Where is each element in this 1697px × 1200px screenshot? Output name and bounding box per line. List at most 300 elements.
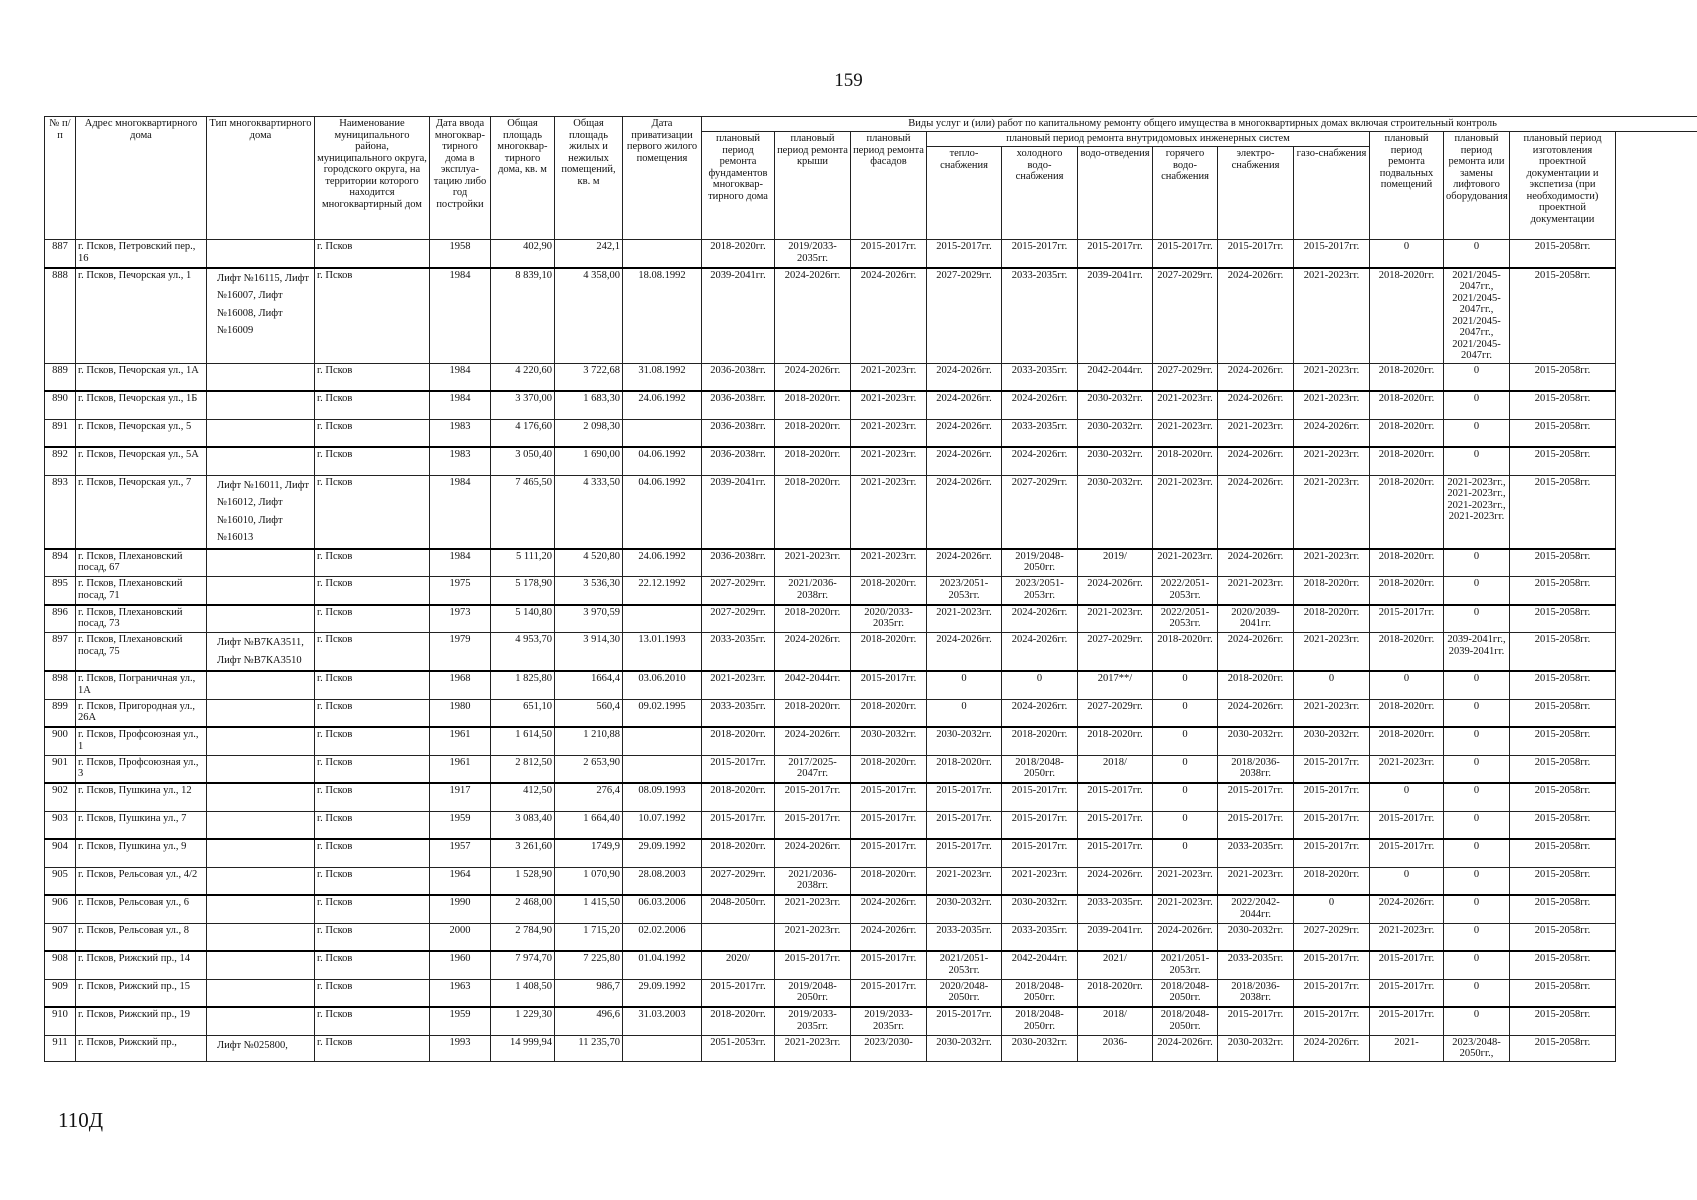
facade-period: 2018-2020гг. — [851, 755, 927, 783]
living-area: 1 210,88 — [555, 727, 623, 755]
hot-water-period: 2018/2048-2050гг. — [1153, 979, 1218, 1007]
table-row — [45, 1007, 1697, 1035]
address: г. Псков, Печорская ул., 1 — [76, 268, 207, 364]
gas-period: 2018-2020гг. — [1294, 867, 1370, 895]
house-type — [207, 363, 315, 391]
elevator-period: 0 — [1444, 447, 1510, 475]
living-area: 560,4 — [555, 699, 623, 727]
facade-period: 2020/2033-2035гг. — [851, 605, 927, 633]
gas-period: 2021-2023гг. — [1294, 549, 1370, 577]
privatization-date: 29.09.1992 — [623, 839, 702, 867]
cold-water-period: 2033-2035гг. — [1002, 419, 1078, 447]
row-number: 904 — [45, 839, 76, 867]
design-period: 2015-2058гг. — [1510, 240, 1616, 268]
facade-period: 2015-2017гг. — [851, 783, 927, 811]
total-area: 2 468,00 — [491, 895, 555, 923]
heating-period: 2021-2023гг. — [927, 867, 1002, 895]
privatization-date: 06.03.2006 — [623, 895, 702, 923]
municipality: г. Псков — [315, 699, 430, 727]
basement-period: 2015-2017гг. — [1370, 951, 1444, 979]
address: г. Псков, Печорская ул., 5А — [76, 447, 207, 475]
basement-period: 2015-2017гг. — [1370, 811, 1444, 839]
foundation-period: 2020/ — [702, 951, 775, 979]
house-type — [207, 867, 315, 895]
header-municipality: Наименование муниципального района, муниципального округа, городского округа, на территории которого находится многоквартирный дом — [315, 117, 430, 240]
address: г. Псков, Пушкина ул., 9 — [76, 839, 207, 867]
living-area: 1 690,00 — [555, 447, 623, 475]
total-area: 1 614,50 — [491, 727, 555, 755]
house-type — [207, 419, 315, 447]
sewer-period: 2036- — [1078, 1035, 1153, 1061]
header-systems-group: плановый период ремонта внутридомовых инженерных систем — [927, 132, 1370, 147]
privatization-date: 28.08.2003 — [623, 867, 702, 895]
total-area: 1 528,90 — [491, 867, 555, 895]
sewer-period: 2019/ — [1078, 549, 1153, 577]
foundation-period: 2039-2041гг. — [702, 475, 775, 549]
gas-period: 2015-2017гг. — [1294, 951, 1370, 979]
hot-water-period: 2018-2020гг. — [1153, 447, 1218, 475]
privatization-date: 24.06.1992 — [623, 549, 702, 577]
table-row — [45, 839, 1697, 867]
sewer-period: 2015-2017гг. — [1078, 811, 1153, 839]
cold-water-period: 2033-2035гг. — [1002, 363, 1078, 391]
design-period: 2015-2058гг. — [1510, 727, 1616, 755]
roof-period: 2042-2044гг. — [775, 671, 851, 699]
living-area: 7 225,80 — [555, 951, 623, 979]
hot-water-period: 2024-2026гг. — [1153, 923, 1218, 951]
row-number: 889 — [45, 363, 76, 391]
design-period: 2015-2058гг. — [1510, 783, 1616, 811]
municipality: г. Псков — [315, 755, 430, 783]
privatization-date: 18.08.1992 — [623, 268, 702, 364]
basement-period: 2015-2017гг. — [1370, 605, 1444, 633]
heating-period: 0 — [927, 699, 1002, 727]
sewer-period: 2015-2017гг. — [1078, 240, 1153, 268]
municipality: г. Псков — [315, 240, 430, 268]
commission-year: 1960 — [430, 951, 491, 979]
basement-period: 2015-2017гг. — [1370, 1007, 1444, 1035]
total-area: 4 176,60 — [491, 419, 555, 447]
municipality: г. Псков — [315, 268, 430, 364]
electric-period: 2030-2032гг. — [1218, 727, 1294, 755]
house-type: Лифт №16011, Лифт №16012, Лифт №16010, Лифт №16013 — [207, 475, 315, 549]
elevator-period: 0 — [1444, 811, 1510, 839]
cold-water-period: 2015-2017гг. — [1002, 811, 1078, 839]
table-row — [45, 783, 1697, 811]
design-period: 2015-2058гг. — [1510, 1007, 1616, 1035]
elevator-period: 0 — [1444, 605, 1510, 633]
facade-period: 2024-2026гг. — [851, 923, 927, 951]
header-facade: плановый период ремонта фасадов — [851, 132, 927, 240]
roof-period: 2018-2020гг. — [775, 419, 851, 447]
header-living-area: Общая площадь жилых и нежилых помещений, кв. м — [555, 117, 623, 240]
heating-period: 0 — [927, 671, 1002, 699]
table-row — [45, 1035, 1697, 1061]
electric-period: 2024-2026гг. — [1218, 699, 1294, 727]
commission-year: 2000 — [430, 923, 491, 951]
address: г. Псков, Пограничная ул., 1А — [76, 671, 207, 699]
hot-water-period: 0 — [1153, 811, 1218, 839]
living-area: 1 415,50 — [555, 895, 623, 923]
municipality: г. Псков — [315, 951, 430, 979]
foundation-period: 2036-2038гг. — [702, 447, 775, 475]
privatization-date: 08.09.1993 — [623, 783, 702, 811]
elevator-period: 0 — [1444, 577, 1510, 605]
privatization-date: 04.06.1992 — [623, 475, 702, 549]
header-hot-water: горячего водо-снабжения — [1153, 147, 1218, 240]
hot-water-period: 2022/2051-2053гг. — [1153, 605, 1218, 633]
foundation-period: 2036-2038гг. — [702, 549, 775, 577]
cold-water-period: 2030-2032гг. — [1002, 895, 1078, 923]
header-privatization: Дата приватизации первого жилого помещения — [623, 117, 702, 240]
house-type — [207, 895, 315, 923]
elevator-period: 0 — [1444, 783, 1510, 811]
hot-water-period: 2018-2020гг. — [1153, 633, 1218, 672]
cold-water-period: 0 — [1002, 671, 1078, 699]
elevator-period: 0 — [1444, 363, 1510, 391]
facade-period: 2018-2020гг. — [851, 867, 927, 895]
table-row — [45, 419, 1697, 447]
heating-period: 2027-2029гг. — [927, 268, 1002, 364]
electric-period: 2024-2026гг. — [1218, 475, 1294, 549]
living-area: 1664,4 — [555, 671, 623, 699]
electric-period: 2022/2042-2044гг. — [1218, 895, 1294, 923]
address: г. Псков, Печорская ул., 1Б — [76, 391, 207, 419]
basement-period: 2018-2020гг. — [1370, 419, 1444, 447]
foundation-period: 2018-2020гг. — [702, 783, 775, 811]
electric-period: 2015-2017гг. — [1218, 811, 1294, 839]
basement-period: 2015-2017гг. — [1370, 979, 1444, 1007]
commission-year: 1983 — [430, 447, 491, 475]
house-type — [207, 839, 315, 867]
elevator-period: 0 — [1444, 923, 1510, 951]
roof-period: 2018-2020гг. — [775, 605, 851, 633]
privatization-date: 02.02.2006 — [623, 923, 702, 951]
roof-period: 2018-2020гг. — [775, 475, 851, 549]
roof-period: 2015-2017гг. — [775, 951, 851, 979]
gas-period: 2018-2020гг. — [1294, 605, 1370, 633]
sewer-period: 2021/ — [1078, 951, 1153, 979]
basement-period: 2018-2020гг. — [1370, 699, 1444, 727]
privatization-date: 03.06.2010 — [623, 671, 702, 699]
foundation-period: 2027-2029гг. — [702, 867, 775, 895]
row-number: 906 — [45, 895, 76, 923]
living-area: 1 715,20 — [555, 923, 623, 951]
living-area: 3 722,68 — [555, 363, 623, 391]
hot-water-period: 2021-2023гг. — [1153, 475, 1218, 549]
house-type — [207, 447, 315, 475]
sewer-period: 2033-2035гг. — [1078, 895, 1153, 923]
hot-water-period: 0 — [1153, 755, 1218, 783]
address: г. Псков, Рижский пр., 19 — [76, 1007, 207, 1035]
elevator-period: 0 — [1444, 699, 1510, 727]
total-area: 7 974,70 — [491, 951, 555, 979]
design-period: 2015-2058гг. — [1510, 605, 1616, 633]
municipality: г. Псков — [315, 549, 430, 577]
gas-period: 2015-2017гг. — [1294, 240, 1370, 268]
total-area: 7 465,50 — [491, 475, 555, 549]
hot-water-period: 2027-2029гг. — [1153, 268, 1218, 364]
living-area: 1 683,30 — [555, 391, 623, 419]
address: г. Псков, Печорская ул., 5 — [76, 419, 207, 447]
foundation-period: 2015-2017гг. — [702, 811, 775, 839]
total-area: 5 111,20 — [491, 549, 555, 577]
municipality: г. Псков — [315, 895, 430, 923]
commission-year: 1968 — [430, 671, 491, 699]
house-type — [207, 783, 315, 811]
electric-period: 2015-2017гг. — [1218, 240, 1294, 268]
gas-period: 0 — [1294, 895, 1370, 923]
house-type — [207, 923, 315, 951]
elevator-period: 0 — [1444, 755, 1510, 783]
row-number: 891 — [45, 419, 76, 447]
table-row — [45, 727, 1697, 755]
basement-period: 2018-2020гг. — [1370, 363, 1444, 391]
cold-water-period: 2024-2026гг. — [1002, 605, 1078, 633]
elevator-period: 0 — [1444, 951, 1510, 979]
design-period: 2015-2058гг. — [1510, 577, 1616, 605]
electric-period: 2024-2026гг. — [1218, 447, 1294, 475]
address: г. Псков, Рижский пр., 15 — [76, 979, 207, 1007]
gas-period: 2015-2017гг. — [1294, 811, 1370, 839]
cold-water-period: 2024-2026гг. — [1002, 391, 1078, 419]
foundation-period: 2018-2020гг. — [702, 727, 775, 755]
commission-year: 1957 — [430, 839, 491, 867]
address: г. Псков, Плехановский посад, 75 — [76, 633, 207, 672]
facade-period: 2021-2023гг. — [851, 447, 927, 475]
municipality: г. Псков — [315, 867, 430, 895]
roof-period: 2024-2026гг. — [775, 839, 851, 867]
address: г. Псков, Рельсовая ул., 4/2 — [76, 867, 207, 895]
heating-period: 2033-2035гг. — [927, 923, 1002, 951]
roof-period: 2021-2023гг. — [775, 895, 851, 923]
electric-period: 2015-2017гг. — [1218, 783, 1294, 811]
heating-period: 2024-2026гг. — [927, 391, 1002, 419]
row-number: 896 — [45, 605, 76, 633]
house-type — [207, 979, 315, 1007]
roof-period: 2021/2036-2038гг. — [775, 577, 851, 605]
facade-period: 2015-2017гг. — [851, 979, 927, 1007]
commission-year: 1975 — [430, 577, 491, 605]
design-period: 2015-2058гг. — [1510, 755, 1616, 783]
table-row — [45, 895, 1697, 923]
header-elevator: плановый период ремонта или замены лифтового оборудования — [1444, 132, 1510, 240]
municipality: г. Псков — [315, 577, 430, 605]
total-area: 3 083,40 — [491, 811, 555, 839]
address: г. Псков, Пушкина ул., 12 — [76, 783, 207, 811]
privatization-date: 24.06.1992 — [623, 391, 702, 419]
basement-period: 2018-2020гг. — [1370, 577, 1444, 605]
privatization-date — [623, 755, 702, 783]
table-row — [45, 268, 1697, 364]
basement-period: 2021- — [1370, 1035, 1444, 1061]
roof-period: 2015-2017гг. — [775, 783, 851, 811]
living-area: 1749,9 — [555, 839, 623, 867]
total-area: 651,10 — [491, 699, 555, 727]
roof-period: 2019/2048-2050гг. — [775, 979, 851, 1007]
gas-period: 2015-2017гг. — [1294, 783, 1370, 811]
heating-period: 2023/2051-2053гг. — [927, 577, 1002, 605]
commission-year: 1979 — [430, 633, 491, 672]
hot-water-period: 0 — [1153, 699, 1218, 727]
house-type — [207, 699, 315, 727]
footer-code: 110Д — [58, 1108, 104, 1132]
elevator-period: 2023/2048-2050гг., — [1444, 1035, 1510, 1061]
electric-period: 2033-2035гг. — [1218, 839, 1294, 867]
commission-year: 1984 — [430, 549, 491, 577]
elevator-period: 0 — [1444, 549, 1510, 577]
sewer-period: 2018-2020гг. — [1078, 727, 1153, 755]
design-period: 2015-2058гг. — [1510, 475, 1616, 549]
design-period: 2015-2058гг. — [1510, 633, 1616, 672]
roof-period: 2015-2017гг. — [775, 811, 851, 839]
municipality: г. Псков — [315, 447, 430, 475]
address: г. Псков, Рельсовая ул., 6 — [76, 895, 207, 923]
gas-period: 2021-2023гг. — [1294, 447, 1370, 475]
municipality: г. Псков — [315, 783, 430, 811]
elevator-period: 2021-2023гг., 2021-2023гг., 2021-2023гг., 2021-2023гг. — [1444, 475, 1510, 549]
cold-water-period: 2019/2048-2050гг. — [1002, 549, 1078, 577]
privatization-date: 09.02.1995 — [623, 699, 702, 727]
foundation-period: 2018-2020гг. — [702, 839, 775, 867]
total-area: 4 953,70 — [491, 633, 555, 672]
basement-period: 2018-2020гг. — [1370, 447, 1444, 475]
header-roof: плановый период ремонта крыши — [775, 132, 851, 240]
municipality: г. Псков — [315, 671, 430, 699]
total-area: 4 220,60 — [491, 363, 555, 391]
commission-year: 1980 — [430, 699, 491, 727]
hot-water-period: 2021-2023гг. — [1153, 391, 1218, 419]
privatization-date: 01.04.1992 — [623, 951, 702, 979]
gas-period: 2024-2026гг. — [1294, 1035, 1370, 1061]
row-number: 890 — [45, 391, 76, 419]
sewer-period: 2018/ — [1078, 1007, 1153, 1035]
table-body — [45, 240, 1697, 1062]
design-period: 2015-2058гг. — [1510, 979, 1616, 1007]
hot-water-period: 2021-2023гг. — [1153, 549, 1218, 577]
commission-year: 1917 — [430, 783, 491, 811]
commission-year: 1984 — [430, 363, 491, 391]
living-area: 3 536,30 — [555, 577, 623, 605]
basement-period: 2024-2026гг. — [1370, 895, 1444, 923]
privatization-date — [623, 605, 702, 633]
hot-water-period: 2021-2023гг. — [1153, 867, 1218, 895]
foundation-period: 2027-2029гг. — [702, 577, 775, 605]
table-row — [45, 633, 1697, 672]
table-row — [45, 923, 1697, 951]
house-type: Лифт №025800, — [207, 1035, 315, 1061]
design-period: 2015-2058гг. — [1510, 839, 1616, 867]
heating-period: 2020/2048-2050гг. — [927, 979, 1002, 1007]
total-area: 14 999,94 — [491, 1035, 555, 1061]
heating-period: 2024-2026гг. — [927, 363, 1002, 391]
foundation-period: 2018-2020гг. — [702, 240, 775, 268]
address: г. Псков, Петровский пер., 16 — [76, 240, 207, 268]
gas-period: 2021-2023гг. — [1294, 633, 1370, 672]
electric-period: 2021-2023гг. — [1218, 419, 1294, 447]
heating-period: 2030-2032гг. — [927, 895, 1002, 923]
foundation-period: 2018-2020гг. — [702, 1007, 775, 1035]
header-basement: плановый период ремонта подвальных помещений — [1370, 132, 1444, 240]
commission-year: 1958 — [430, 240, 491, 268]
design-period: 2015-2058гг. — [1510, 268, 1616, 364]
foundation-period: 2036-2038гг. — [702, 419, 775, 447]
address: г. Псков, Профсоюзная ул., 3 — [76, 755, 207, 783]
design-period: 2015-2058гг. — [1510, 549, 1616, 577]
privatization-date: 10.07.1992 — [623, 811, 702, 839]
roof-period: 2021-2023гг. — [775, 549, 851, 577]
row-number: 910 — [45, 1007, 76, 1035]
sewer-period: 2039-2041гг. — [1078, 923, 1153, 951]
address: г. Псков, Рижский пр., 14 — [76, 951, 207, 979]
row-number: 900 — [45, 727, 76, 755]
hot-water-period: 0 — [1153, 783, 1218, 811]
foundation-period: 2033-2035гг. — [702, 633, 775, 672]
total-area: 5 140,80 — [491, 605, 555, 633]
row-number: 887 — [45, 240, 76, 268]
row-number: 893 — [45, 475, 76, 549]
living-area: 1 664,40 — [555, 811, 623, 839]
cold-water-period: 2042-2044гг. — [1002, 951, 1078, 979]
table-row — [45, 867, 1697, 895]
table-row — [45, 671, 1697, 699]
electric-period: 2018/2036-2038гг. — [1218, 755, 1294, 783]
electric-period: 2024-2026гг. — [1218, 549, 1294, 577]
commission-year: 1984 — [430, 391, 491, 419]
header-foundation: плановый период ремонта фундаментов многоквар-тирного дома — [702, 132, 775, 240]
roof-period: 2024-2026гг. — [775, 268, 851, 364]
table-row — [45, 577, 1697, 605]
header-address: Адрес многоквартирного дома — [76, 117, 207, 240]
electric-period: 2033-2035гг. — [1218, 951, 1294, 979]
row-number: 909 — [45, 979, 76, 1007]
heating-period: 2015-2017гг. — [927, 240, 1002, 268]
address: г. Псков, Печорская ул., 7 — [76, 475, 207, 549]
house-type — [207, 811, 315, 839]
heating-period: 2021/2051-2053гг. — [927, 951, 1002, 979]
heating-period: 2015-2017гг. — [927, 783, 1002, 811]
cold-water-period: 2015-2017гг. — [1002, 783, 1078, 811]
electric-period: 2021-2023гг. — [1218, 577, 1294, 605]
design-period: 2015-2058гг. — [1510, 363, 1616, 391]
elevator-period: 0 — [1444, 979, 1510, 1007]
address: г. Псков, Плехановский посад, 71 — [76, 577, 207, 605]
commission-year: 1984 — [430, 475, 491, 549]
total-area: 5 178,90 — [491, 577, 555, 605]
commission-year: 1961 — [430, 755, 491, 783]
total-area: 8 839,10 — [491, 268, 555, 364]
foundation-period: 2021-2023гг. — [702, 671, 775, 699]
header-date-commission: Дата ввода многоквар-тирного дома в эксплуа-тацию либо год постройки — [430, 117, 491, 240]
living-area: 4 520,80 — [555, 549, 623, 577]
roof-period: 2021/2036-2038гг. — [775, 867, 851, 895]
house-type — [207, 755, 315, 783]
foundation-period: 2015-2017гг. — [702, 979, 775, 1007]
row-number: 901 — [45, 755, 76, 783]
municipality: г. Псков — [315, 633, 430, 672]
cold-water-period: 2024-2026гг. — [1002, 633, 1078, 672]
cold-water-period: 2030-2032гг. — [1002, 1035, 1078, 1061]
roof-period: 2018-2020гг. — [775, 447, 851, 475]
row-number: 892 — [45, 447, 76, 475]
sewer-period: 2015-2017гг. — [1078, 839, 1153, 867]
elevator-period: 0 — [1444, 895, 1510, 923]
cold-water-period: 2018/2048-2050гг. — [1002, 755, 1078, 783]
living-area: 276,4 — [555, 783, 623, 811]
cold-water-period: 2024-2026гг. — [1002, 699, 1078, 727]
privatization-date: 31.08.1992 — [623, 363, 702, 391]
foundation-period: 2033-2035гг. — [702, 699, 775, 727]
